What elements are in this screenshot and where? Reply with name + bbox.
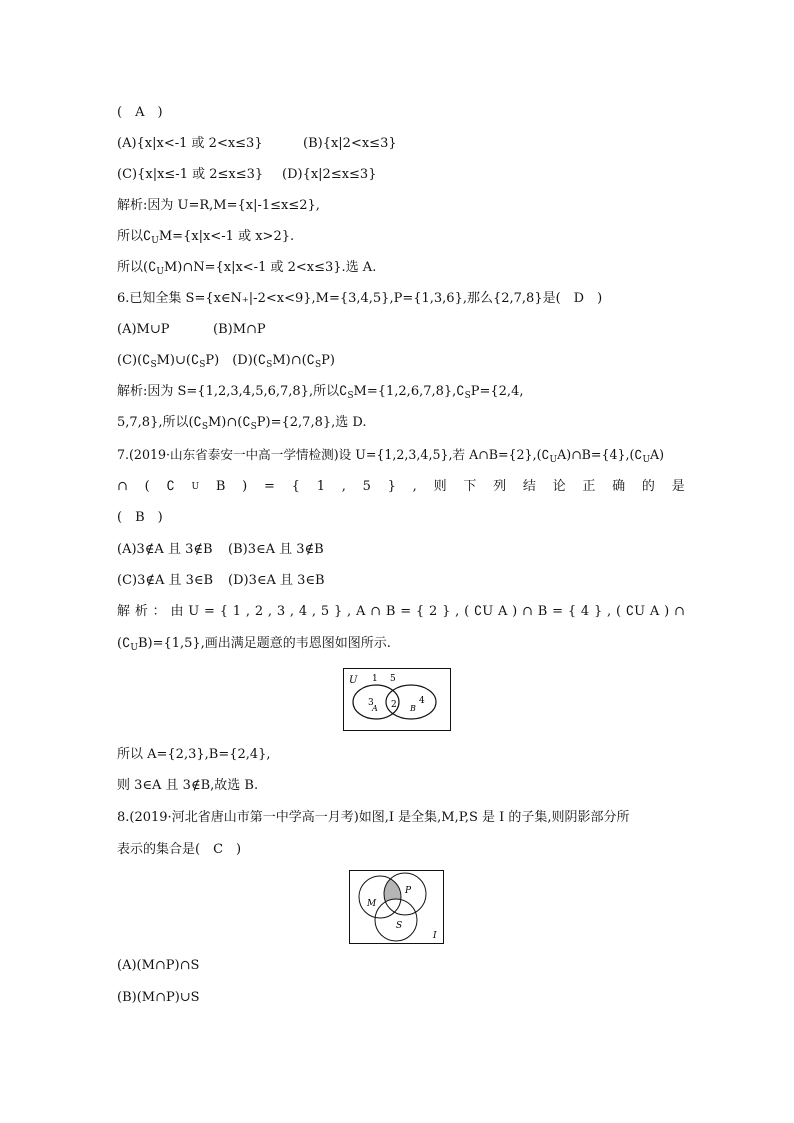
token: 1: [316, 479, 325, 494]
answer-line-q5: [117, 105, 163, 121]
answer-text: ( A ): [117, 105, 163, 120]
label-u: U: [349, 675, 358, 686]
subscript: U: [151, 236, 159, 246]
text-part: P={2,4,: [470, 384, 524, 399]
text-part: A)∩B={4},(∁: [557, 447, 643, 462]
subscript: U: [191, 482, 200, 492]
options-line-ab: [117, 136, 397, 152]
text-part: 解析:因为 S={1,2,3,4,5,6,7,8},所以∁: [117, 384, 348, 399]
token: 确: [612, 479, 626, 494]
token: B: [537, 604, 548, 619]
token: ∩: [117, 479, 128, 494]
solution-line: [117, 229, 294, 249]
token: 是: [671, 479, 685, 494]
token: ,: [455, 604, 460, 619]
subscript: U: [549, 455, 558, 465]
option-a: (A)3∉A 且 3∉B: [117, 542, 213, 557]
token: U: [188, 604, 200, 619]
token: B: [385, 604, 396, 619]
token: ∩: [673, 604, 685, 619]
label-p: P: [405, 886, 412, 896]
text-part: (C)(∁: [117, 353, 151, 368]
text-part: B)={1,5},画出满足题意的韦恩图如图所示.: [137, 636, 391, 651]
options-line-cd: [117, 573, 325, 589]
token: (: [144, 479, 150, 494]
text-part: A): [650, 447, 665, 462]
token: ,: [311, 604, 317, 619]
token: ): [664, 604, 670, 619]
token: 4: [580, 604, 590, 619]
text-part: (∁: [117, 636, 131, 651]
option-d: (D)3∈A 且 3∈B: [228, 573, 325, 588]
venn-diagram-m-p-s: [349, 870, 444, 944]
token: A: [649, 604, 660, 619]
subscript: S: [150, 360, 157, 370]
question-6: 6.已知全集 S={x∈N₊|-2<x<9},M={3,4,5},P={1,3,6},那么{2,7,8}是( D ): [117, 291, 603, 306]
text-part: M)∩N={x|x<-1 或 2<x≤3}.选 A.: [163, 260, 377, 275]
text-part: P) (D)(∁: [205, 353, 267, 368]
question-8-continued: 表示的集合是( C ): [117, 842, 242, 857]
subscript: U: [130, 643, 138, 653]
subscript: U: [642, 455, 651, 465]
option-b: (B)3∈A 且 3∉B: [228, 542, 324, 557]
question-8: 8.(2019·河北省唐山市第一中学高一月考)如图,I 是全集,M,P,S 是 I 的子集,则阴影部分所: [117, 810, 630, 825]
subscript: S: [314, 360, 322, 370]
token: =: [400, 604, 412, 619]
subscript: U: [156, 267, 164, 277]
token: 4: [298, 604, 308, 619]
token: }: [333, 604, 343, 619]
token: ,: [245, 604, 251, 619]
option-b: (B){x|2<x≤3}: [303, 136, 397, 151]
token: 列: [493, 479, 507, 494]
token: 5: [362, 479, 371, 494]
element-1: 1: [372, 674, 378, 684]
token: ：: [152, 604, 166, 619]
subscript: S: [266, 360, 273, 370]
option-a: (A){x|x<-1 或 2<x≤3}: [117, 136, 263, 151]
element-2: 2: [391, 700, 397, 710]
label-b: B: [410, 704, 416, 713]
text-part: 所以∁: [117, 229, 152, 244]
solution-line: 解析:因为 U=R,M={x|-1≤x≤2},: [117, 198, 320, 213]
option-c: (C)3∉A 且 3∈B: [117, 573, 214, 588]
token: A: [355, 604, 366, 619]
token: 论: [552, 479, 566, 494]
token: =: [204, 604, 215, 619]
token: }: [442, 604, 451, 619]
option-b: (B)M∩P: [213, 322, 266, 337]
text-part: M={x|x<-1 或 x>2}.: [158, 229, 295, 244]
label-m: M: [367, 899, 377, 909]
question-7-continued: [117, 479, 685, 495]
token: ,: [341, 479, 346, 494]
token: 1: [232, 604, 242, 619]
token: 由: [170, 604, 184, 619]
question-7: [117, 447, 664, 468]
solution-line: 则 3∈A 且 3∉B,故选 B.: [117, 778, 259, 793]
answer-line-q7: ( B ): [117, 510, 163, 525]
options-line-cd: [117, 353, 335, 373]
label-a: A: [372, 704, 378, 713]
token: 的: [641, 479, 655, 494]
token: 2: [428, 604, 438, 619]
token: ∁U: [625, 604, 646, 619]
token: ): [242, 479, 248, 494]
token: A: [497, 604, 508, 619]
token: 3: [276, 604, 286, 619]
option-c: (C){x|x≤-1 或 2≤x≤3}: [117, 167, 264, 182]
token: ∁: [166, 479, 175, 494]
text-part: P): [321, 353, 335, 368]
text-part: 所以(∁: [117, 260, 157, 275]
label-s: S: [396, 921, 403, 931]
token: =: [264, 479, 275, 494]
option-a: (A)M∪P: [117, 322, 170, 337]
text-part: 7.(2019·山东省泰安一中高一学情检测)设 U={1,2,3,4,5},若 A∩B={2},(∁: [117, 447, 550, 462]
token: (: [464, 604, 470, 619]
text-part: M={1,2,6,7,8},∁: [353, 384, 465, 399]
options-line-ab: [117, 322, 266, 338]
token: ∩: [522, 604, 533, 619]
token: =: [552, 604, 564, 619]
token: {: [567, 604, 577, 619]
text-part: M)∪(∁: [156, 353, 200, 368]
token: ∩: [370, 604, 382, 619]
token: 析: [134, 604, 148, 619]
solution-line: [117, 260, 376, 280]
token: 正: [582, 479, 596, 494]
text-part: P)={2,7,8},选 D.: [256, 415, 367, 430]
solution-line-justified: [117, 604, 685, 620]
token: }: [593, 604, 603, 619]
subscript: S: [250, 422, 257, 432]
text-part: 5,7,8},所以(∁: [117, 415, 202, 430]
element-4: 4: [419, 696, 425, 706]
solution-line: [117, 415, 367, 435]
token: {: [219, 604, 228, 619]
label-i: I: [433, 931, 437, 941]
venn-diagram-u-a-b: [343, 668, 451, 731]
subscript: S: [464, 391, 471, 401]
subscript: S: [199, 360, 206, 370]
token: ,: [607, 604, 612, 619]
text-part: M)∩(∁: [272, 353, 315, 368]
text-part: M)∩(∁: [208, 415, 251, 430]
universal-set-box: [344, 669, 451, 731]
token: ): [512, 604, 518, 619]
solution-line: 所以 A={2,3},B={2,4},: [117, 747, 271, 762]
token: 下: [463, 479, 477, 494]
option-d: (D){x|2≤x≤3}: [282, 167, 377, 182]
token: 解: [117, 604, 131, 619]
token: }: [387, 479, 396, 494]
token: 则: [433, 479, 447, 494]
solution-line: [117, 384, 523, 404]
token: ∁U: [473, 604, 494, 619]
option-a: (A)(M∩P)∩S: [117, 958, 200, 973]
options-line-ab: [117, 542, 324, 558]
token: 5: [320, 604, 330, 619]
token: (: [615, 604, 622, 619]
token: B: [215, 479, 226, 494]
token: ,: [412, 479, 417, 494]
option-b: (B)(M∩P)∪S: [117, 990, 200, 1005]
token: ,: [267, 604, 273, 619]
token: ,: [347, 604, 352, 619]
subscript: S: [201, 422, 208, 432]
subscript: S: [347, 391, 354, 401]
element-5: 5: [390, 674, 396, 684]
token: {: [291, 479, 300, 494]
token: 结: [522, 479, 536, 494]
token: {: [415, 604, 425, 619]
token: 2: [254, 604, 264, 619]
solution-line: [117, 636, 391, 656]
token: ,: [289, 604, 295, 619]
element-3: 3: [368, 698, 374, 708]
options-line-cd: [117, 167, 377, 183]
